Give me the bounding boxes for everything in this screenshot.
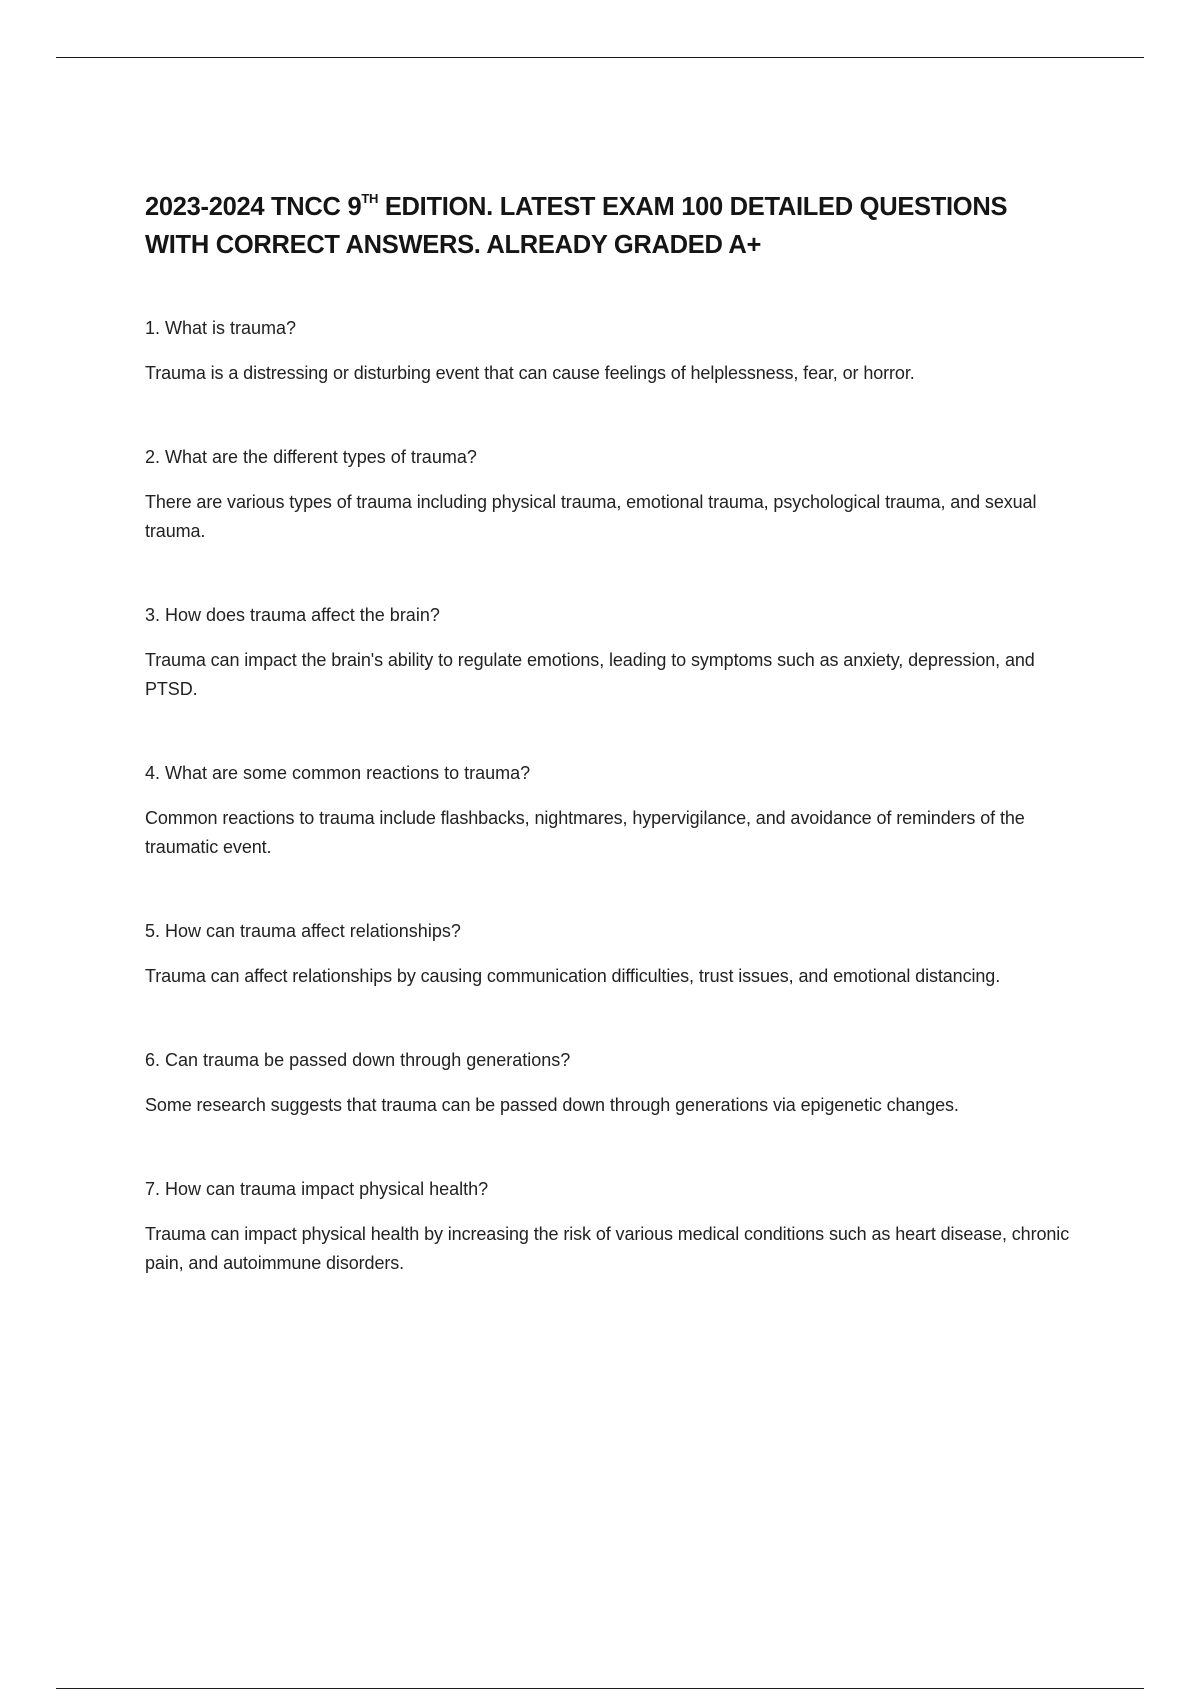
qa-item xyxy=(145,443,1075,546)
header-divider xyxy=(56,57,1144,58)
title-main: 2023-2024 TNCC 9 xyxy=(145,193,362,221)
document-body xyxy=(145,188,1075,1333)
document-title xyxy=(145,188,1075,264)
qa-item xyxy=(145,314,1075,388)
answer: Trauma can affect relationships by causing communication difficulties, trust issues, and emotional distancing. xyxy=(145,966,1001,986)
question: 6. Can trauma be passed down through generations? xyxy=(145,1050,571,1070)
qa-item xyxy=(145,1175,1075,1278)
answer: Trauma is a distressing or disturbing event that can cause feelings of helplessness, fear, or horror. xyxy=(145,363,915,383)
answer: Some research suggests that trauma can be passed down through generations via epigenetic changes. xyxy=(145,1095,959,1115)
answer: Trauma can impact the brain's ability to regulate emotions, leading to symptoms such as anxiety, depression, and PTSD. xyxy=(145,650,1035,699)
question: 1. What is trauma? xyxy=(145,318,297,338)
question: 2. What are the different types of trauma? xyxy=(145,447,477,467)
qa-item xyxy=(145,601,1075,704)
answer: Common reactions to trauma include flashbacks, nightmares, hypervigilance, and avoidance of reminders of the traumatic event. xyxy=(145,808,1025,857)
qa-item xyxy=(145,1046,1075,1120)
qa-list xyxy=(145,314,1075,1278)
answer: There are various types of trauma including physical trauma, emotional trauma, psychological trauma, and sexual trauma. xyxy=(145,492,1037,541)
title-rest: EDITION. LATEST EXAM 100 DETAILED QUESTIONS WITH CORRECT ANSWERS. ALREADY GRADED A+ xyxy=(145,193,1008,259)
question: 7. How can trauma impact physical health? xyxy=(145,1179,489,1199)
question: 5. How can trauma affect relationships? xyxy=(145,921,461,941)
qa-item xyxy=(145,917,1075,991)
footer-divider xyxy=(56,1688,1144,1689)
qa-item xyxy=(145,759,1075,862)
answer: Trauma can impact physical health by increasing the risk of various medical conditions such as heart disease, chronic pain, and autoimmune disorders. xyxy=(145,1224,1070,1273)
question: 3. How does trauma affect the brain? xyxy=(145,605,440,625)
title-superscript: TH xyxy=(361,190,379,206)
question: 4. What are some common reactions to trauma? xyxy=(145,763,531,783)
